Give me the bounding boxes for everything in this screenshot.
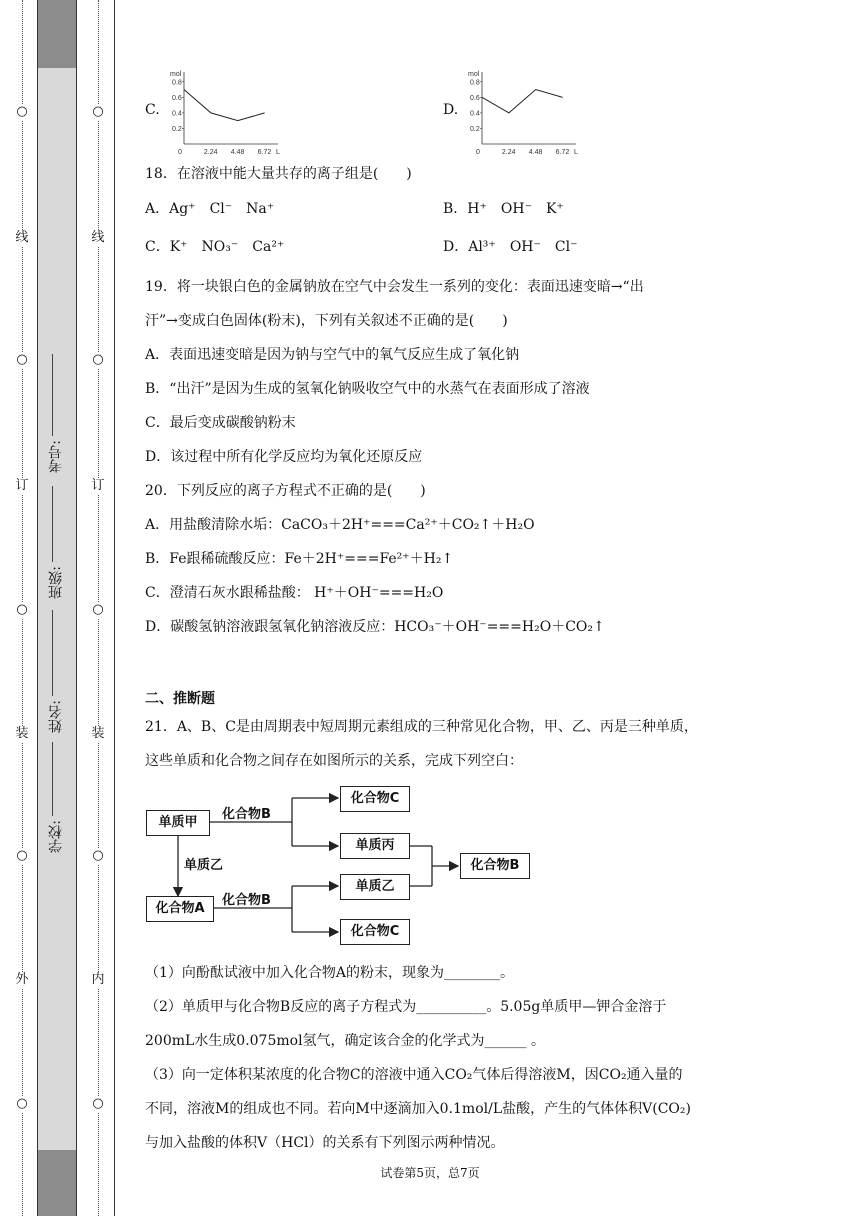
school-field[interactable] xyxy=(46,820,66,853)
outer-circle-mark: ○ xyxy=(14,602,30,618)
x-tick-label: 0 xyxy=(178,149,182,156)
content-left-border xyxy=(114,0,115,1216)
q21-part3-line1: （3）向一定体积某浓度的化合物C的溶液中通入CO₂气体后得溶液M，因CO₂通入量的 xyxy=(145,1067,683,1083)
outer-circle-mark: ○ xyxy=(14,1096,30,1112)
outer-zhuang-mark: 装 xyxy=(15,726,29,741)
q21-part1: （1）向酚酞试液中加入化合物A的粉末，现象为________。 xyxy=(145,965,515,981)
inner-circle-mark: ○ xyxy=(90,602,106,618)
diagram-elem-jia: 单质甲 xyxy=(146,810,210,836)
q18-stem: 18．在溶液中能大量共存的离子组是( ) xyxy=(145,166,412,182)
exam-no-field[interactable] xyxy=(46,440,66,473)
diagram-elem-bing: 单质丙 xyxy=(340,833,410,859)
binding-strip xyxy=(38,0,76,1216)
series-line xyxy=(482,90,563,113)
q17-chart-d xyxy=(464,62,584,158)
y-tick-label: 0.2 xyxy=(470,125,480,133)
inner-nei-mark: 内 xyxy=(91,972,105,987)
binding-strip-bottom-block xyxy=(38,1150,76,1216)
inner-circle-mark: ○ xyxy=(90,104,106,120)
class-underline xyxy=(52,486,53,562)
q19-stem-line2: 汗”→变成白色固体(粉末)，下列有关叙述不正确的是( ) xyxy=(145,313,508,329)
inner-xian-mark: 线 xyxy=(91,230,105,245)
x-tick-label: 6.72 xyxy=(555,149,570,156)
q20-stem: 20．下列反应的离子方程式不正确的是( ) xyxy=(145,483,426,499)
x-tick-label: 0 xyxy=(476,149,480,156)
q20-option-d[interactable]: D．碳酸氢钠溶液跟氢氧化钠溶液反应：HCO₃⁻＋OH⁻===H₂O＋CO₂↑ xyxy=(145,619,605,635)
diagram-compound-a: 化合物A xyxy=(146,896,214,922)
outer-circle-mark: ○ xyxy=(14,352,30,368)
y-tick-label: 0.6 xyxy=(172,94,182,102)
q19-option-c[interactable]: C．最后变成碳酸钠粉末 xyxy=(145,415,296,431)
diagram-elem-yi: 单质乙 xyxy=(340,874,410,900)
exam-no-label: 考号: xyxy=(48,440,64,473)
y-unit-label: mol xyxy=(468,71,480,78)
q21-part2-line1: （2）单质甲与化合物B反应的离子方程式为__________。5.05g单质甲—钾合金溶于 xyxy=(145,999,667,1015)
y-tick-label: 0.6 xyxy=(470,94,480,102)
y-tick-label: 0.4 xyxy=(172,110,182,118)
binding-strip-right-border xyxy=(76,0,77,1216)
outer-circle-mark: ○ xyxy=(14,104,30,120)
inner-circle-mark: ○ xyxy=(90,1096,106,1112)
x-tick-label: 2.24 xyxy=(203,149,218,156)
school-underline xyxy=(52,742,53,816)
diagram-compound-b-label-bottom: 化合物B xyxy=(222,893,271,908)
q19-option-a[interactable]: A．表面迅速变暗是因为钠与空气中的氧气反应生成了氧化钠 xyxy=(145,347,520,363)
diagram-compound-b-label-top: 化合物B xyxy=(222,807,271,822)
diagram-compound-b-right: 化合物B xyxy=(460,853,530,879)
q20-option-c[interactable]: C．澄清石灰水跟稀盐酸： H⁺＋OH⁻===H₂O xyxy=(145,585,444,601)
q17-chart-c xyxy=(166,62,286,158)
q18-option-a[interactable]: A．Ag⁺ Cl⁻ Na⁺ xyxy=(145,201,275,217)
x-unit-label: L xyxy=(276,149,280,156)
diagram-elem-yi-label: 单质乙 xyxy=(184,858,224,873)
outer-xian-mark: 线 xyxy=(15,230,29,245)
section-title: 二、推断题 xyxy=(145,691,215,707)
y-tick-label: 0.4 xyxy=(470,110,480,118)
school-label: 学校: xyxy=(48,820,64,853)
q17-option-d-label[interactable]: D. xyxy=(443,102,459,118)
q21-part3-line3: 与加入盐酸的体积V（HCl）的关系有下列图示两种情况。 xyxy=(145,1135,505,1151)
q18-option-b[interactable]: B．H⁺ OH⁻ K⁺ xyxy=(443,201,564,217)
class-field[interactable] xyxy=(46,566,66,599)
q21-part2-line2: 200mL水生成0.075mol氢气，确定该合金的化学式为______ 。 xyxy=(145,1033,546,1049)
inner-ding-mark: 订 xyxy=(91,478,105,493)
x-tick-label: 2.24 xyxy=(501,149,516,156)
y-tick-label: 0.2 xyxy=(172,125,182,133)
outer-circle-mark: ○ xyxy=(14,848,30,864)
diagram-compound-c-top: 化合物C xyxy=(340,786,410,812)
binding-strip-top-block xyxy=(38,0,76,68)
class-label: 班级: xyxy=(48,566,64,599)
x-tick-label: 4.48 xyxy=(528,149,543,156)
q21-stem-line1: 21．A、B、C是由周期表中短周期元素组成的三种常见化合物，甲、乙、丙是三种单质， xyxy=(145,719,698,735)
x-tick-label: 4.48 xyxy=(230,149,245,156)
inner-circle-mark: ○ xyxy=(90,352,106,368)
y-unit-label: mol xyxy=(170,71,182,78)
outer-ding-mark: 订 xyxy=(15,478,29,493)
page-footer: 试卷第5页，总7页 xyxy=(380,1166,480,1180)
binding-strip-left-border xyxy=(37,0,38,1216)
name-label: 姓名: xyxy=(48,700,64,733)
x-unit-label: L xyxy=(574,149,578,156)
q17-option-c-label[interactable]: C. xyxy=(145,102,160,118)
inner-zhuang-mark: 装 xyxy=(91,726,105,741)
inner-circle-mark: ○ xyxy=(90,848,106,864)
name-field[interactable] xyxy=(46,700,66,733)
q21-part3-line2: 不同，溶液M的组成也不同。若向M中逐滴加入0.1mol/L盐酸，产生的气体体积V(CO₂) xyxy=(145,1101,691,1117)
diagram-compound-c-bottom: 化合物C xyxy=(340,919,410,945)
q20-option-b[interactable]: B．Fe跟稀硫酸反应：Fe＋2H⁺===Fe²⁺＋H₂↑ xyxy=(145,551,454,567)
outer-wai-mark: 外 xyxy=(15,972,29,987)
q18-option-d[interactable]: D．Al³⁺ OH⁻ Cl⁻ xyxy=(443,239,578,255)
name-underline xyxy=(52,610,53,696)
q21-stem-line2: 这些单质和化合物之间存在如图所示的关系，完成下列空白： xyxy=(145,753,523,769)
q20-option-a[interactable]: A．用盐酸清除水垢：CaCO₃＋2H⁺===Ca²⁺＋CO₂↑＋H₂O xyxy=(145,517,535,533)
y-tick-label: 0.8 xyxy=(172,79,182,87)
y-tick-label: 0.8 xyxy=(470,79,480,87)
series-line xyxy=(184,90,265,121)
q19-stem-line1: 19．将一块银白色的金属钠放在空气中会发生一系列的变化：表面迅速变暗→“出 xyxy=(145,279,644,295)
x-tick-label: 6.72 xyxy=(257,149,272,156)
q19-option-d[interactable]: D．该过程中所有化学反应均为氧化还原反应 xyxy=(145,449,423,465)
exam-no-underline xyxy=(52,354,53,436)
q18-option-c[interactable]: C．K⁺ NO₃⁻ Ca²⁺ xyxy=(145,239,285,255)
q19-option-b[interactable]: B．“出汗”是因为生成的氢氧化钠吸收空气中的水蒸气在表面形成了溶液 xyxy=(145,381,590,397)
